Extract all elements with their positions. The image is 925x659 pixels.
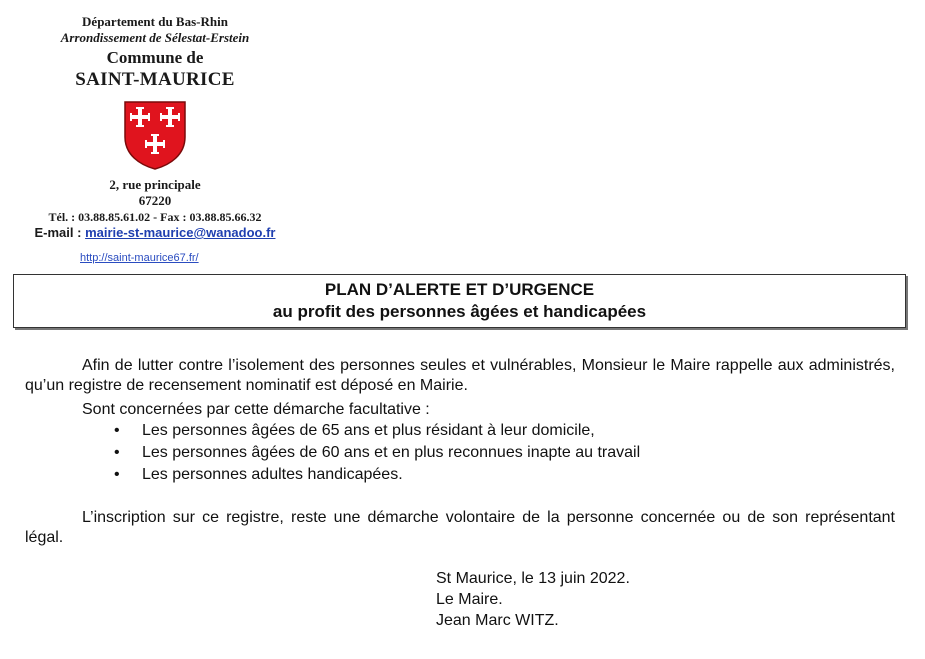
address: 2, rue principale [109, 177, 201, 192]
signatory-name: Jean Marc WITZ. [436, 612, 559, 629]
arrondissement: Arrondissement de Sélestat-Erstein [60, 30, 250, 45]
phone-fax: Tél. : 03.88.85.61.02 - Fax : 03.88.85.66.32 [48, 210, 262, 224]
place-date: St Maurice, le 13 juin 2022. [436, 570, 630, 587]
bullet-list [112, 420, 640, 486]
inscription-paragraph: L’inscription sur ce registre, reste une démarche volontaire de la personne concernée ou de son représentant légal. [25, 509, 895, 546]
signatory-role: Le Maire. [436, 591, 503, 608]
concerned-paragraph: Sont concernées par cette démarche facultative : [82, 401, 430, 418]
list-item-text: Les personnes adultes handicapées. [142, 466, 403, 483]
page-subtitle: au profit des personnes âgées et handicapées [272, 302, 647, 321]
page-title: PLAN D’ALERTE ET D’URGENCE [324, 280, 595, 299]
commune-label: Commune de [106, 48, 204, 67]
email-label: E-mail : [34, 225, 86, 240]
list-item [112, 420, 640, 442]
signature-block [436, 568, 630, 631]
red-shield-crosses-icon [122, 99, 188, 171]
postal-code: 67220 [138, 193, 172, 208]
bullet-icon: • [114, 466, 120, 483]
title-box [13, 274, 906, 328]
bullet-icon: • [114, 422, 120, 439]
email-line [20, 225, 290, 241]
bullet-icon: • [114, 444, 120, 461]
list-item [112, 464, 640, 486]
letterhead [20, 14, 290, 241]
list-item-text: Les personnes âgées de 65 ans et plus résidant à leur domicile, [142, 422, 595, 439]
department: Département du Bas-Rhin [82, 14, 228, 29]
email-link[interactable]: mairie-st-maurice@wanadoo.fr [85, 225, 276, 240]
list-item-text: Les personnes âgées de 60 ans et en plus reconnues inapte au travail [142, 444, 641, 461]
list-item [112, 442, 640, 464]
commune-name: SAINT-MAURICE [75, 69, 235, 90]
intro-paragraph: Afin de lutter contre l’isolement des personnes seules et vulnérables, Monsieur le Maire rappelle aux administrés, qu’un registre de recensement nominatif est déposé en Mairie. [25, 357, 895, 394]
website-link[interactable]: http://saint-maurice67.fr/ [80, 252, 199, 264]
